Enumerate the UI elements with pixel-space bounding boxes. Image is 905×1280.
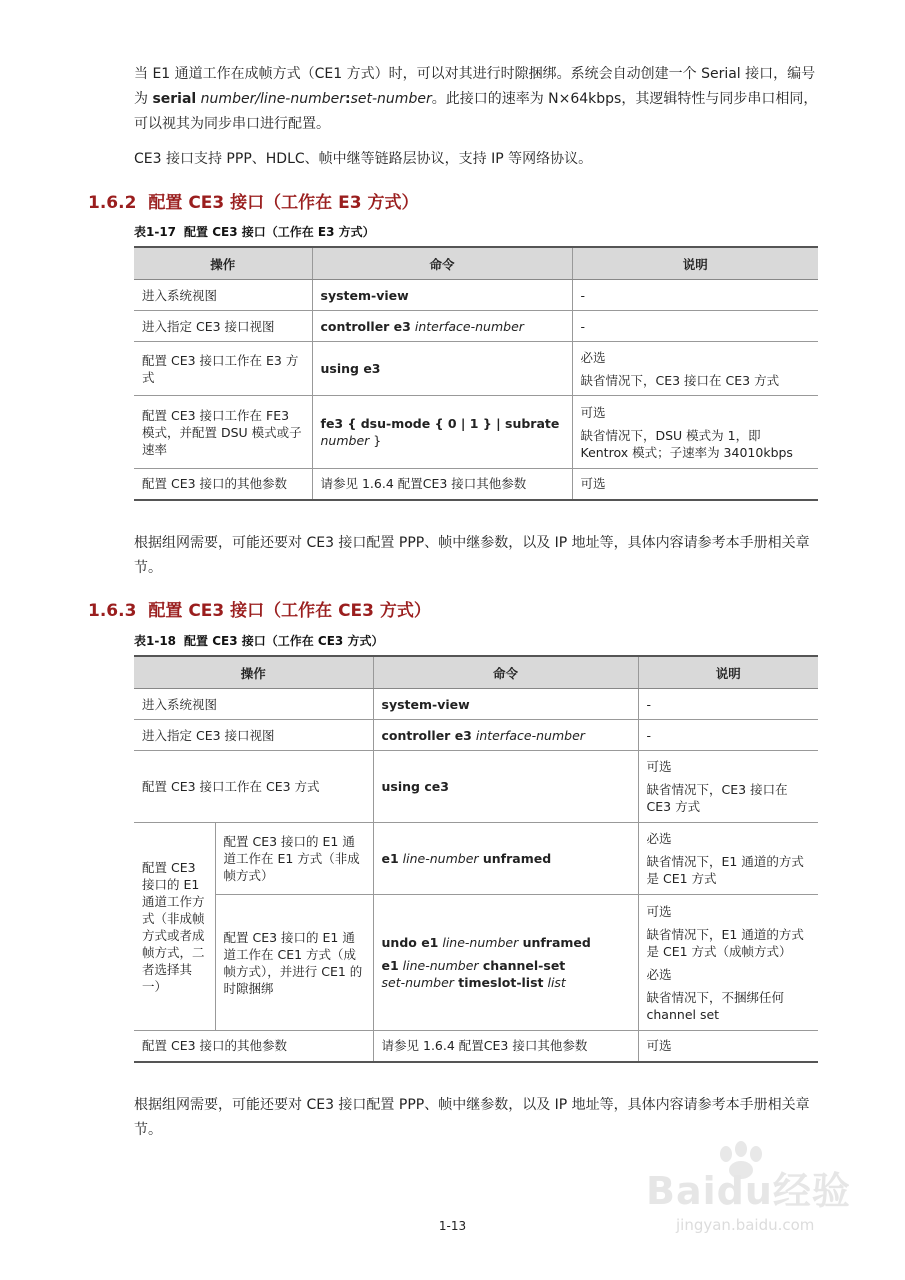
cmd-param: interface-number	[471, 727, 585, 743]
text-run: 当 E1 通道工作在成帧方式（CE1 方式）时，可以对其进行时隙捆绑。系统会自动创建一个 Serial 接口，编号为	[134, 66, 816, 107]
desc-line: 缺省情况下，DSU 模式为 1，即 Kentrox 模式；子速率为 34010kbps	[580, 427, 793, 460]
cmd-param: interface-number	[410, 318, 524, 334]
page-number: 1-13	[438, 1219, 467, 1233]
table-row	[134, 720, 818, 751]
cell-description: -	[572, 311, 818, 342]
cell-command: 请参见 1.6.4 配置CE3 接口其他参数	[373, 1031, 638, 1062]
note-paragraph-1: 根据组网需要，可能还要对 CE3 接口配置 PPP、帧中继参数，以及 IP 地址等，具体内容请参考本手册相关章节。	[134, 535, 810, 576]
cmd-keyword: unframed	[478, 851, 552, 866]
table-row	[134, 823, 818, 895]
header-command: 命令	[312, 247, 572, 280]
table-1-18	[134, 655, 818, 1063]
table-row	[134, 311, 818, 342]
cell-command	[373, 823, 638, 895]
cell-command	[312, 342, 572, 396]
table-header-row	[134, 247, 818, 280]
cell-operation: 配置 CE3 接口工作在 FE3 模式，并配置 DSU 模式或子速率	[134, 396, 312, 469]
cell-description	[572, 342, 818, 396]
header-description: 说明	[572, 247, 818, 280]
table-caption-text: 配置 CE3 接口（工作在 E3 方式）	[184, 225, 375, 239]
cell-command	[373, 720, 638, 751]
param-number: number/line-number	[196, 91, 345, 107]
section-title: 配置 CE3 接口（工作在 E3 方式）	[148, 193, 419, 213]
cmd-param: line-number	[398, 958, 479, 973]
param-set-number: set-number	[350, 91, 432, 107]
desc-line: 可选	[646, 903, 672, 919]
cmd-param: number	[320, 433, 370, 448]
cell-operation: 配置 CE3 接口工作在 CE3 方式	[134, 751, 373, 823]
intro-paragraph-2: CE3 接口支持 PPP、HDLC、帧中继等链路层协议，支持 IP 等网络协议。	[134, 151, 593, 167]
cmd-keyword: channel-set	[478, 958, 566, 973]
section-number: 1.6.2	[88, 193, 137, 213]
desc-line: 缺省情况下，CE3 接口在 CE3 方式	[646, 782, 788, 814]
cell-description: -	[572, 280, 818, 311]
desc-line: 缺省情况下，E1 通道的方式是 CE1 方式	[646, 854, 804, 886]
desc-line: 缺省情况下，E1 通道的方式是 CE1 方式（成帧方式）	[646, 926, 804, 959]
desc-line: 必选	[580, 349, 606, 365]
cell-command	[312, 280, 572, 311]
table-caption-1-18	[134, 632, 383, 649]
cell-group-operation: 配置 CE3 接口的 E1 通道工作方式（非成帧方式或者成帧方式，二者选择其一）	[134, 823, 215, 1031]
note-paragraph-2: 根据组网需要，可能还要对 CE3 接口配置 PPP、帧中继参数，以及 IP 地址等，具体内容请参考本手册相关章节。	[134, 1097, 810, 1138]
table-caption-text: 配置 CE3 接口（工作在 CE3 方式）	[184, 634, 384, 648]
cell-description: 可选	[638, 1031, 818, 1062]
header-description: 说明	[638, 656, 818, 689]
cmd-keyword: using e3	[320, 361, 381, 376]
desc-line: 可选	[646, 759, 672, 774]
cell-description: 可选	[572, 469, 818, 500]
baidu-watermark	[640, 1140, 870, 1250]
cell-operation: 进入系统视图	[134, 689, 373, 720]
cmd-keyword: controller e3	[320, 318, 411, 334]
table-row	[134, 895, 818, 1031]
table-row	[134, 396, 818, 469]
cmd-line	[382, 934, 630, 951]
watermark-logo: Baidu经验	[646, 1169, 851, 1213]
cell-operation: 配置 CE3 接口工作在 E3 方式	[134, 342, 312, 396]
table-row	[134, 751, 818, 823]
cell-command	[312, 311, 572, 342]
table-row	[134, 689, 818, 720]
cell-description: -	[638, 689, 818, 720]
cell-operation: 进入指定 CE3 接口视图	[134, 720, 373, 751]
header-command: 命令	[373, 656, 638, 689]
cmd-param: set-number	[381, 975, 454, 990]
cell-command	[373, 751, 638, 823]
desc-line: 可选	[580, 404, 606, 420]
intro-paragraph-1	[134, 62, 824, 137]
cell-operation: 配置 CE3 接口的 E1 通道工作在 CE1 方式（成帧方式），并进行 CE1 的时隙捆绑	[215, 895, 373, 1031]
cmd-keyword: system-view	[320, 287, 409, 303]
cell-description	[638, 751, 818, 823]
cell-description: -	[638, 720, 818, 751]
cmd-keyword: e1	[381, 958, 399, 973]
cmd-brace: }	[369, 433, 382, 448]
section-heading-1-6-3	[88, 596, 431, 621]
keyword-serial: serial	[152, 91, 197, 107]
section-title: 配置 CE3 接口（工作在 CE3 方式）	[148, 601, 431, 621]
table-number: 表1-17	[134, 225, 177, 239]
cell-operation: 配置 CE3 接口的其他参数	[134, 469, 312, 500]
cell-command: 请参见 1.6.4 配置CE3 接口其他参数	[312, 469, 572, 500]
section-heading-1-6-2	[88, 188, 418, 213]
header-operation: 操作	[134, 656, 373, 689]
table-row	[134, 1031, 818, 1062]
cell-description	[572, 396, 818, 469]
cmd-keyword: controller e3	[381, 727, 472, 743]
table-1-17	[134, 246, 818, 501]
cell-command	[373, 895, 638, 1031]
cell-command	[312, 396, 572, 469]
cell-operation: 进入指定 CE3 接口视图	[134, 311, 312, 342]
desc-line: 缺省情况下，CE3 接口在 CE3 方式	[580, 372, 780, 388]
cmd-line	[382, 957, 630, 991]
cell-operation: 配置 CE3 接口的 E1 通道工作在 E1 方式（非成帧方式）	[215, 823, 373, 895]
cmd-keyword: undo e1	[381, 935, 439, 950]
desc-line: 必选	[646, 966, 672, 982]
section-number: 1.6.3	[88, 601, 137, 621]
table-caption-1-17	[134, 223, 375, 240]
cmd-keyword: e1	[381, 851, 399, 866]
cmd-param: line-number	[398, 851, 479, 866]
colon: :	[345, 91, 351, 107]
table-header-row	[134, 656, 818, 689]
watermark-site: jingyan.baidu.com	[676, 1216, 815, 1234]
cmd-keyword: system-view	[381, 696, 470, 712]
table-row	[134, 280, 818, 311]
cmd-param: line-number	[438, 935, 519, 950]
desc-line: 必选	[646, 831, 672, 846]
cell-operation: 配置 CE3 接口的其他参数	[134, 1031, 373, 1062]
desc-line: 缺省情况下，不捆绑任何 channel set	[646, 989, 785, 1022]
cmd-keyword: fe3 { dsu-mode { 0 | 1 } | subrate	[320, 416, 560, 431]
text-run: 。此接口的速率为 N×64kbps，其逻辑特性与同步串口相同，可以视其为同步串口进行配置。	[134, 91, 818, 132]
cell-description	[638, 895, 818, 1031]
table-row	[134, 469, 818, 500]
cell-operation: 进入系统视图	[134, 280, 312, 311]
table-row	[134, 342, 818, 396]
cmd-keyword: unframed	[518, 935, 591, 950]
cmd-param: list	[543, 975, 566, 990]
cell-description	[638, 823, 818, 895]
table-number: 表1-18	[134, 634, 177, 648]
cmd-keyword: using ce3	[381, 779, 449, 794]
header-operation: 操作	[134, 247, 312, 280]
cmd-keyword: timeslot-list	[453, 975, 544, 990]
cell-command	[373, 689, 638, 720]
